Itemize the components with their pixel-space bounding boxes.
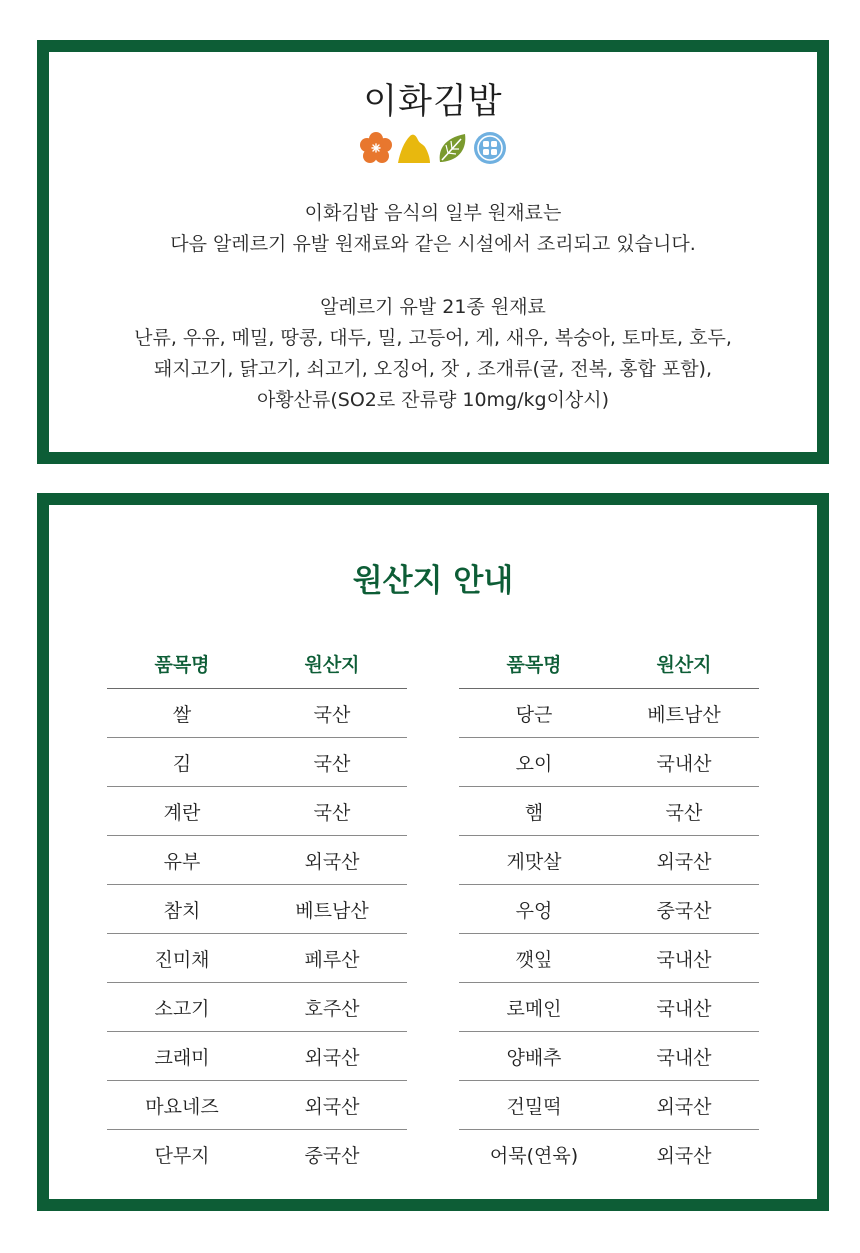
origin-cell: 중국산 (304, 1144, 360, 1167)
origin-cell: 외국산 (304, 1046, 360, 1069)
item-name-cell: 오이 (515, 752, 553, 775)
table-row (107, 934, 407, 983)
table-row (107, 1081, 407, 1130)
origin-cell: 국산 (313, 752, 351, 775)
origin-cell: 외국산 (304, 850, 360, 873)
notice-line: 이화김밥 음식의 일부 원재료는 (304, 202, 562, 224)
allergen-list (49, 292, 817, 416)
origin-table-right (459, 638, 759, 1178)
table-row (459, 689, 759, 738)
item-name-cell: 단무지 (154, 1144, 210, 1167)
table-row (107, 1130, 407, 1178)
table-header (459, 638, 759, 689)
table-row (107, 738, 407, 787)
item-name-cell: 깻잎 (515, 948, 553, 971)
origin-cell: 외국산 (656, 850, 712, 873)
origin-cell: 국산 (313, 801, 351, 824)
table-row (107, 885, 407, 934)
allergen-list-line: 난류, 우유, 메밀, 땅콩, 대두, 밀, 고등어, 게, 새우, 복숭아, 토마토, 호두, (134, 327, 732, 349)
table-row (459, 1032, 759, 1081)
origin-cell: 페루산 (304, 948, 360, 971)
table-row (107, 689, 407, 738)
origin-cell: 국내산 (656, 948, 712, 971)
header-origin: 원산지 (304, 653, 360, 676)
origin-cell: 중국산 (656, 899, 712, 922)
flower-icon (358, 130, 394, 166)
table-row (107, 983, 407, 1032)
header-origin: 원산지 (656, 653, 712, 676)
header-item: 품목명 (154, 653, 210, 676)
table-row (107, 787, 407, 836)
leaf-icon (434, 130, 470, 166)
item-name-cell: 당근 (515, 703, 553, 726)
item-name-cell: 계란 (163, 801, 201, 824)
item-name-cell: 소고기 (154, 997, 210, 1020)
header-item: 품목명 (506, 653, 562, 676)
origin-title: 원산지 안내 (352, 563, 514, 599)
item-name-cell: 어묵(연육) (489, 1144, 579, 1167)
origin-cell: 국내산 (656, 997, 712, 1020)
origin-cell: 외국산 (656, 1095, 712, 1118)
allergen-list-line: 돼지고기, 닭고기, 쇠고기, 오징어, 잣 , 조개류(굴, 전복, 홍합 포함), (154, 358, 712, 380)
table-row (107, 836, 407, 885)
brand-title: 이화김밥 (363, 82, 503, 122)
item-name-cell: 유부 (163, 850, 201, 873)
table-row (459, 1130, 759, 1178)
notice-line: 다음 알레르기 유발 원재료와 같은 시설에서 조리되고 있습니다. (170, 233, 696, 255)
origin-cell: 국산 (313, 703, 351, 726)
origin-cell: 외국산 (304, 1095, 360, 1118)
origin-cell: 국내산 (656, 752, 712, 775)
origin-cell: 국산 (665, 801, 703, 824)
origin-cell: 베트남산 (295, 899, 369, 922)
table-header (107, 638, 407, 689)
allergen-list-line: 아황산류(SO2로 잔류량 10mg/kg이상시) (256, 389, 610, 411)
item-name-cell: 크래미 (154, 1046, 210, 1069)
item-name-cell: 쌀 (172, 703, 192, 726)
item-name-cell: 햄 (524, 801, 544, 824)
item-name-cell: 게맛살 (506, 850, 562, 873)
allergy-notice-intro (49, 198, 817, 260)
table-row (459, 787, 759, 836)
item-name-cell: 건밀떡 (506, 1095, 562, 1118)
origin-table-left (107, 638, 407, 1178)
table-row (459, 983, 759, 1032)
table-row (459, 885, 759, 934)
table-row (459, 836, 759, 885)
origin-cell: 호주산 (304, 997, 360, 1020)
item-name-cell: 김 (172, 752, 192, 775)
item-name-cell: 마요네즈 (145, 1095, 219, 1118)
table-row (459, 1081, 759, 1130)
brand-logo-icons (49, 130, 817, 166)
table-row (107, 1032, 407, 1081)
table-row (459, 934, 759, 983)
item-name-cell: 양배추 (506, 1046, 562, 1069)
origin-cell: 베트남산 (647, 703, 721, 726)
item-name-cell: 진미채 (154, 948, 210, 971)
item-name-cell: 참치 (163, 899, 201, 922)
button-icon (472, 130, 508, 166)
rice-mound-icon (396, 130, 432, 166)
allergen-list-heading: 알레르기 유발 21종 원재료 (320, 296, 546, 318)
item-name-cell: 우엉 (515, 899, 553, 922)
origin-cell: 외국산 (656, 1144, 712, 1167)
table-row (459, 738, 759, 787)
origin-cell: 국내산 (656, 1046, 712, 1069)
allergy-panel (37, 40, 829, 464)
item-name-cell: 로메인 (506, 997, 562, 1020)
origin-panel (37, 493, 829, 1211)
